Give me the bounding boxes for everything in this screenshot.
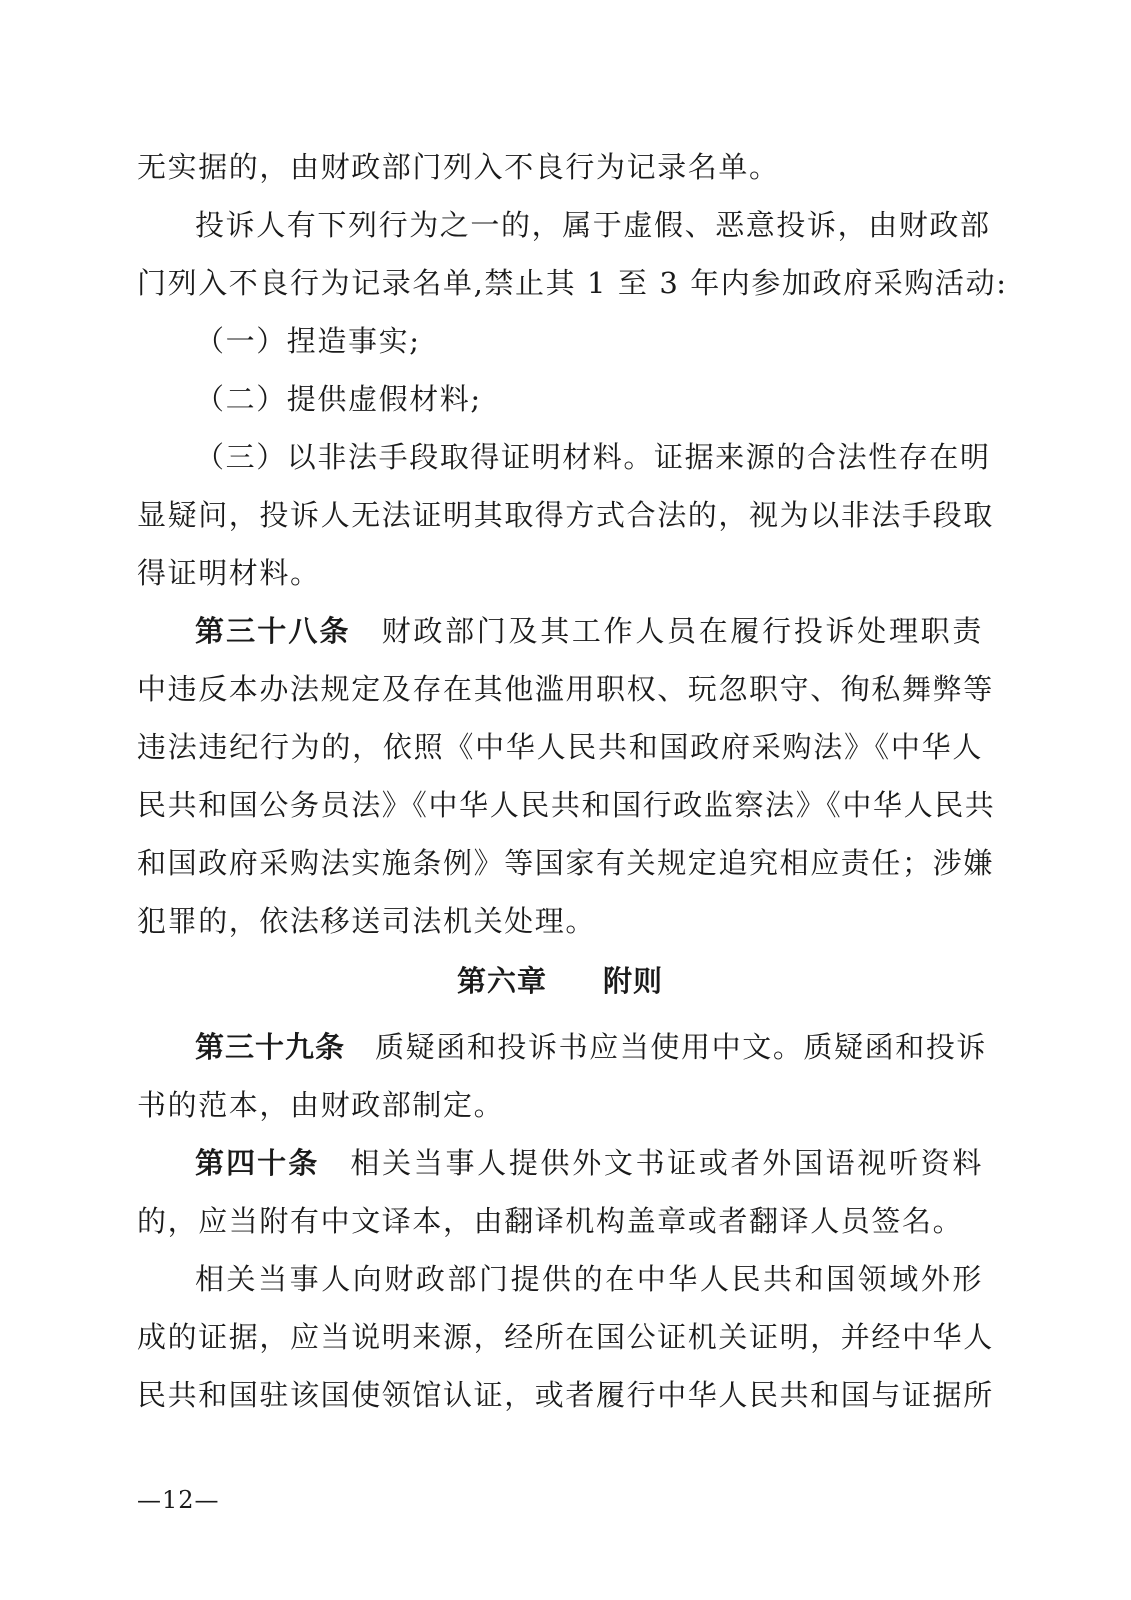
list-item: （三）以非法手段取得证明材料。证据来源的合法性存在明 (195, 440, 991, 474)
chapter-title: 附则 (603, 964, 664, 998)
text-line: 犯罪的，依法移送司法机关处理。 (137, 904, 597, 938)
text-line: 相关当事人向财政部门提供的在中华人民共和国领域外形 (195, 1262, 983, 1296)
text-line: 和国政府采购法实施条例》等国家有关规定追究相应责任；涉嫌 (137, 846, 994, 880)
text-line: 门列入不良行为记录名单,禁止其 1 至 3 年内参加政府采购活动: (137, 266, 1008, 300)
article-38-heading: 第三十八条 (195, 614, 351, 648)
text-line: 的，应当附有中文译本，由翻译机构盖章或者翻译人员签名。 (137, 1204, 964, 1238)
article-40-first-line (137, 1134, 983, 1192)
text-line: 民共和国公务员法》《中华人民共和国行政监察法》《中华人民共 (137, 788, 996, 822)
text-line: 得证明材料。 (137, 556, 321, 590)
text-line: 显疑问，投诉人无法证明其取得方式合法的，视为以非法手段取 (137, 498, 994, 532)
text-segment: 财政部门及其工作人员在履行投诉处理职责 (380, 614, 983, 648)
text-line: 投诉人有下列行为之一的，属于虚假、恶意投诉，由财政部 (195, 208, 991, 242)
list-item: （二）提供虚假材料; (195, 382, 482, 416)
article-39-first-line (137, 1018, 988, 1076)
text-line: 无实据的，由财政部门列入不良行为记录名单。 (137, 150, 780, 184)
text-line: 中违反本办法规定及存在其他滥用职权、玩忽职守、徇私舞弊等 (137, 672, 994, 706)
text-line: 书的范本，由财政部制定。 (137, 1088, 505, 1122)
text-segment: 相关当事人提供外文书证或者外国语视听资料 (349, 1146, 983, 1180)
article-39-heading: 第三十九条 (195, 1030, 346, 1064)
text-segment: 质疑函和投诉书应当使用中文。质疑函和投诉 (375, 1030, 988, 1064)
chapter-number: 第六章 (456, 964, 547, 998)
text-line: 成的证据，应当说明来源，经所在国公证机关证明，并经中华人 (137, 1320, 994, 1354)
list-item: （一）捏造事实; (195, 324, 421, 358)
article-38-first-line (137, 602, 983, 660)
chapter-heading (137, 950, 983, 1018)
article-40-heading: 第四十条 (195, 1146, 320, 1180)
text-line: 违法违纪行为的，依照《中华人民共和国政府采购法》《中华人 (137, 730, 983, 764)
document-body (137, 138, 1008, 1424)
page-number: —12— (137, 1486, 220, 1514)
text-line: 民共和国驻该国使领馆认证，或者履行中华人民共和国与证据所 (137, 1378, 994, 1412)
